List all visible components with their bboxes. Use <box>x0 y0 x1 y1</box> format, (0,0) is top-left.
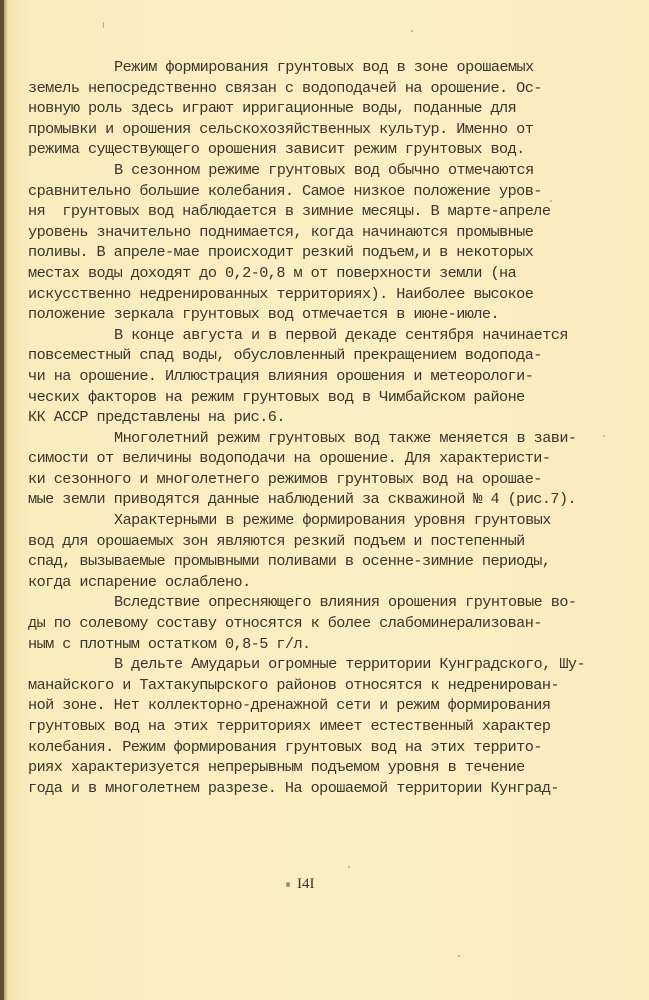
paper-speck <box>603 435 605 437</box>
paragraph-1-line-5: режима существующего орошения зависит режим грунтовых вод. <box>28 140 525 159</box>
paragraph-3-line-5: КК АССР представлены на рис.6. <box>28 408 285 427</box>
paragraph-5-line-3: спад, вызываемые промывными поливами в осенне-зимние периоды, <box>28 552 551 571</box>
page-number-text: I4I <box>297 876 315 892</box>
paragraph-2-line-3: ня грунтовых вод наблюдается в зимние месяцы. В марте-апреле <box>28 202 551 221</box>
paragraph-2-line-2: сравнительно большие колебания. Самое низкое положение уров- <box>28 181 542 200</box>
paragraph-4-line-4: мые земли приводятся данные наблюдений за скважиной № 4 (рис.7). <box>28 490 577 509</box>
paragraph-7-line-6: риях характеризуется непрерывным подъемом уровня в течение <box>28 758 525 777</box>
paragraph-7-line-4: грунтовых вод на этих территориях имеет естественный характер <box>28 717 551 735</box>
paragraph-2-line-6: местах воды доходят до 0,2-0,8 м от поверхности земли (на <box>28 263 517 282</box>
ink-dot-mark <box>286 882 290 887</box>
paragraph-3-line-2: повсеместный спад воды, обусловленный прекращением водопода- <box>28 346 542 365</box>
paragraph-4-line-1: Многолетний режим грунтовых вод также меняется в зави- <box>114 428 577 447</box>
paragraph-3-line-4: ческих факторов на режим грунтовых вод в Чимбайском районе <box>28 387 525 406</box>
paragraph-4-line-2: симости от величины водоподачи на орошение. Для характеристи- <box>28 449 551 468</box>
paper-speck <box>458 955 460 957</box>
paragraph-6-line-1: Вследствие опресняющего влияния орошения грунтовые во- <box>114 593 577 612</box>
paragraph-7-line-5: колебания. Режим формирования грунтовых вод на этих террито- <box>28 737 542 756</box>
paragraph-2-line-4: уровень значительно поднимается, когда начинаются промывные <box>28 222 534 241</box>
paragraph-1-line-1: Режим формирования грунтовых вод в зоне орошаемых <box>114 58 534 76</box>
paragraph-6-line-3: ным с плотным остатком 0,8-5 г/л. <box>28 634 311 653</box>
paper-speck <box>550 200 552 202</box>
paragraph-2-line-8: положение зеркала грунтовых вод отмечается в июне-июле. <box>28 305 500 324</box>
paragraph-5-line-4: когда испарение ослаблено. <box>28 572 251 591</box>
paper-speck <box>103 22 104 28</box>
paragraph-3-line-3: чи на орошение. Иллюстрация влияния орошения и метеорологи- <box>28 366 534 385</box>
paragraph-1-line-4: промывки и орошения сельскохозяйственных культур. Именно от <box>28 119 534 138</box>
paragraph-2-line-1: В сезонном режиме грунтовых вод обычно отмечаются <box>114 160 534 179</box>
paragraph-6-line-2: ды по солевому составу относятся к более слабоминерализован- <box>28 614 542 633</box>
paragraph-2-line-7: искусственно недренированных территориях). Наиболее высокое <box>28 284 534 303</box>
paragraph-7-line-1: В дельте Амударьи огромные территории Кунградского, Шу- <box>114 655 586 674</box>
paragraph-2-line-5: поливы. В апреле-мае происходит резкий подъем,и в некоторых <box>28 243 534 262</box>
page-edge <box>0 0 4 1000</box>
paragraph-7-line-3: ной зоне. Нет коллекторно-дренажной сети и режим формирования <box>28 696 551 715</box>
paragraph-1-line-3: новную роль здесь играют ирригационные воды, поданные для <box>28 99 517 118</box>
paper-speck <box>411 30 413 32</box>
paragraph-3-line-1: В конце августа и в первой декаде сентября начинается <box>114 325 568 344</box>
paragraph-5-line-1: Характерными в режиме формирования уровня грунтовых <box>114 511 551 530</box>
paragraph-7-line-2: манайского и Тахтакупырского районов относятся к недренирован- <box>28 675 559 694</box>
paragraph-4-line-3: ки сезонного и многолетнего режимов грунтовых вод на орошае- <box>28 469 542 488</box>
paragraph-7-line-7: года и в многолетнем разрезе. На орошаемой территории Кунград- <box>28 778 559 797</box>
paragraph-1-line-2: земель непосредственно связан с водоподачей на орошение. Ос- <box>28 78 542 97</box>
paragraph-5-line-2: вод для орошаемых зон являются резкий подъем и постепенный <box>28 531 525 550</box>
paper-speck <box>348 866 350 868</box>
document-body <box>28 57 628 798</box>
page-number <box>286 876 315 893</box>
